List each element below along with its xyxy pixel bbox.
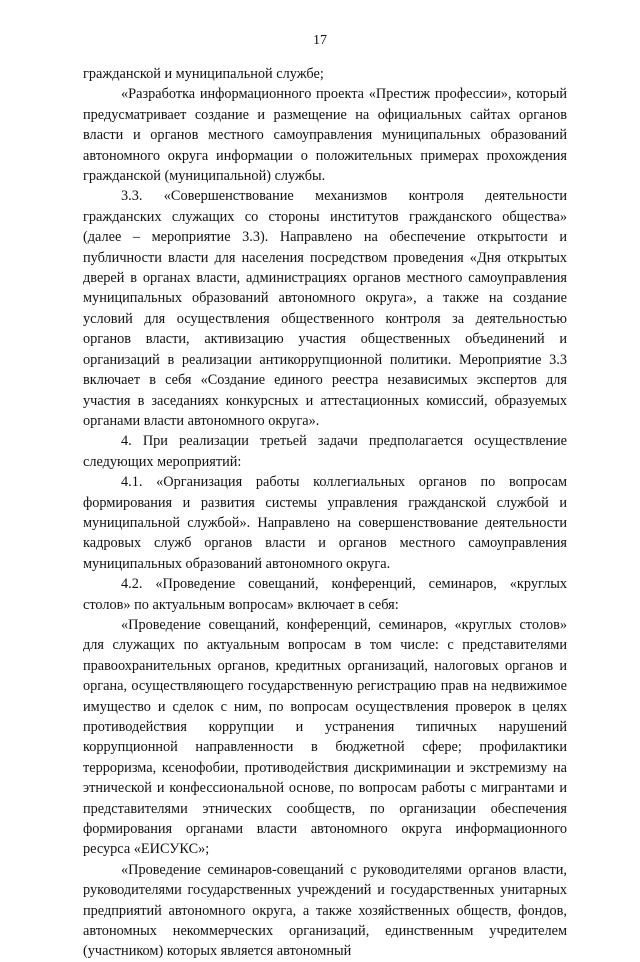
paragraph-meetings: «Проведение совещаний, конференций, семинаров, «круглых столов» для служащих по актуальным вопросам в том числе: с представителями правоохранительных органов, кредитных организаций, налоговых органов и органа, осуществляющего государственную регистрацию прав на недвижимое имущество и сделок с ним, по вопросам осуществления проверок в целях противодействия коррупции и устранения типичных нарушений коррупционной направленности в бюджетной сфере; профилактики терроризма, ксенофобии, противодействия дискриминации и экстремизму на этнической и конфессиональной основе, по вопросам работы с мигрантами и представителями этнических сообществ, по организации обеспечения формирования органами власти автономного округа информационного ресурса «ЕИСУКС»; bbox=[83, 616, 567, 858]
paragraph-measure-4-2: 4.2. «Проведение совещаний, конференций, семинаров, «круглых столов» по актуальным вопросам» включает в себя: bbox=[83, 576, 567, 613]
page-number: 17 bbox=[313, 33, 327, 48]
paragraph-continuation: гражданской и муниципальной службе; bbox=[83, 66, 324, 82]
document-body bbox=[83, 64, 567, 962]
paragraph-prestige-project: «Разработка информационного проекта «Престиж профессии», который предусматривает создание и размещение на официальных сайтах органов власти и органов местного самоуправления муниципальных образований автономного округа информации о положительных примерах прохождения гражданской (муниципальной) службы. bbox=[83, 86, 567, 185]
paragraph-task-4-intro: 4. При реализации третьей задачи предполагается осуществление следующих мероприятий: bbox=[83, 433, 567, 470]
paragraph-seminars: «Проведение семинаров-совещаний с руководителями органов власти, руководителями государственных учреждений и государственных унитарных предприятий автономного округа, а также хозяйственных обществ, фондов, автономных некоммерческих организаций, единственным учредителем (участником) которых является автономный bbox=[83, 861, 567, 960]
paragraph-measure-4-1: 4.1. «Организация работы коллегиальных органов по вопросам формирования и развития системы управления гражданской службой и муниципальной службой». Направлено на совершенствование деятельности кадровых служб органов власти и органов местного самоуправления муниципальных образований автономного округа. bbox=[83, 474, 567, 572]
paragraph-measure-3-3: 3.3. «Совершенствование механизмов контроля деятельности гражданских служащих со стороны институтов гражданского общества» (далее – мероприятие 3.3). Направлено на обеспечение открытости и публичности власти для населения посредством проведения «Дня открытых дверей в органах власти, администрациях органов местного самоуправления муниципальных образований автономного округа», а также на создание условий для осуществления общественного контроля за деятельностью органов власти, активизацию участия общественных объединений и организаций в реализации антикоррупционной политики. Мероприятие 3.3 включает в себя «Создание единого реестра независимых экспертов для участия в заседаниях конкурсных и аттестационных комиссий, образуемых органами власти автономного округа». bbox=[83, 188, 567, 429]
